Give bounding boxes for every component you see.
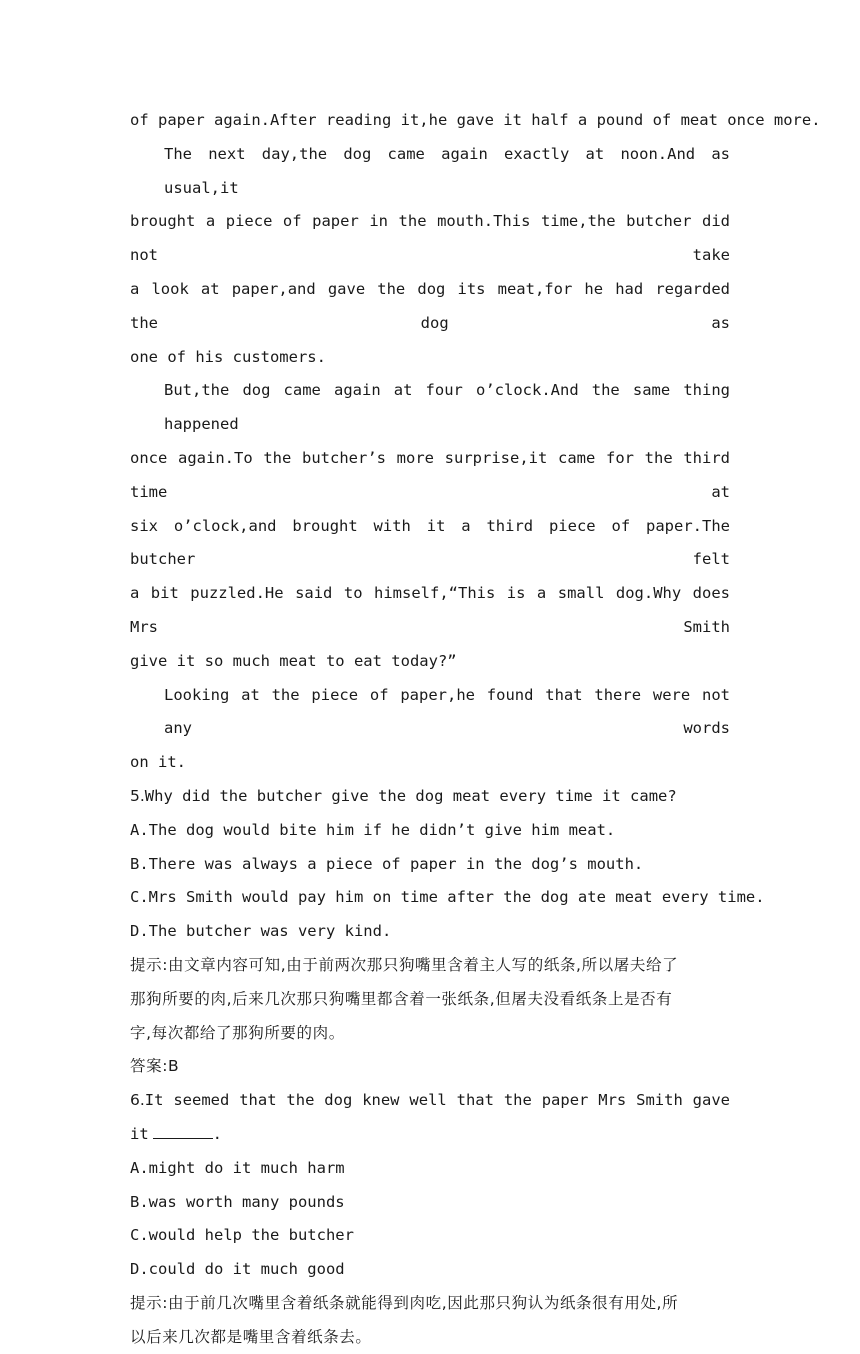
passage-line: a look at paper,and gave the dog its meat,for he had regarded the dog as: [130, 279, 730, 332]
question-number: 6.: [130, 1091, 145, 1110]
option-c: C.Mrs Smith would pay him on time after the dog ate meat every time.: [130, 888, 765, 907]
option-d: D.The butcher was very kind.: [130, 922, 392, 941]
passage-line: six o’clock,and brought with it a third piece of paper.The butcher felt: [130, 516, 730, 569]
question-stem-end: .: [212, 1124, 223, 1143]
option-a: A.might do it much harm: [130, 1158, 345, 1177]
answer-line: 答案:B: [130, 1057, 180, 1076]
passage-line: a bit puzzled.He said to himself,“This is a small dog.Why does Mrs Smith: [130, 584, 730, 636]
option-c: C.would help the butcher: [130, 1226, 354, 1245]
hint-line: 字,每次都给了那狗所要的肉。: [130, 1023, 345, 1042]
question-number: 5.: [130, 786, 145, 805]
passage-line: brought a piece of paper in the mouth.This time,the butcher did not take: [130, 212, 730, 265]
question-stem: Why did the butcher give the dog meat every time it came?: [144, 786, 677, 805]
question-6-stem: [130, 1084, 730, 1118]
passage-line: once again.To the butcher’s more surprise,it came for the third time at: [130, 448, 730, 501]
document-body: [130, 104, 821, 1354]
passage-line: give it so much meat to eat today?”: [130, 651, 457, 670]
hint-line: 提示:由文章内容可知,由于前两次那只狗嘴里含着主人写的纸条,所以屠夫给了: [130, 955, 679, 974]
question-6-stem-continued: [130, 1118, 730, 1152]
hint-line: 提示:由于前几次嘴里含着纸条就能得到肉吃,因此那只狗认为纸条很有用处,所: [130, 1293, 679, 1312]
option-d: D.could do it much good: [130, 1260, 345, 1279]
passage-line: of paper again.After reading it,he gave it half a pound of meat once more.: [130, 111, 821, 129]
option-b: B.There was always a piece of paper in the dog’s mouth.: [130, 854, 644, 873]
option-b: B.was worth many pounds: [130, 1192, 345, 1211]
passage-line: on it.: [130, 753, 186, 772]
option-a: A.The dog would bite him if he didn’t give him meat.: [130, 820, 616, 839]
hint-line: 以后来几次都是嘴里含着纸条去。: [130, 1327, 372, 1346]
passage-line: But,the dog came again at four o’clock.And the same thing happened: [164, 381, 730, 434]
passage-line: Looking at the piece of paper,he found that there were not any words: [164, 685, 730, 738]
answer-blank: [153, 1124, 213, 1139]
question-stem-tail: it: [130, 1124, 149, 1143]
passage-line: one of his customers.: [130, 347, 326, 366]
hint-line: 那狗所要的肉,后来几次那只狗嘴里都含着一张纸条,但屠夫没看纸条上是否有: [130, 989, 673, 1008]
question-stem: It seemed that the dog knew well that the paper Mrs Smith gave: [144, 1091, 730, 1110]
passage-line: The next day,the dog came again exactly at noon.And as usual,it: [164, 144, 730, 197]
question-5-stem: [130, 780, 730, 814]
